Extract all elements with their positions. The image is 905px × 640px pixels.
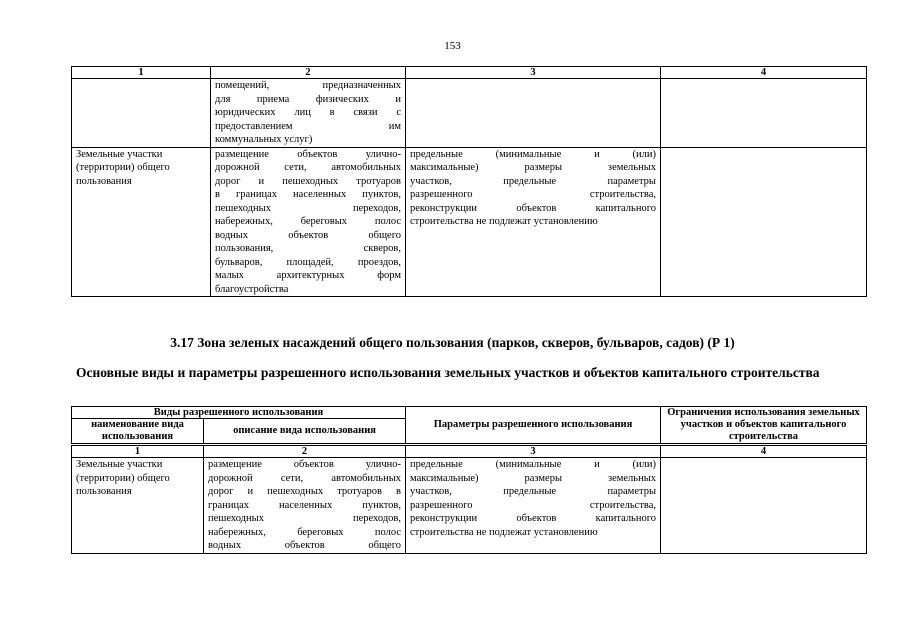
col-number: 4 <box>661 445 867 458</box>
text-line: предоставлением им <box>215 120 401 132</box>
col-number: 2 <box>204 445 406 458</box>
header-name: наименование вида использования <box>72 419 204 445</box>
text-line: размещение объектов улично- <box>208 459 402 470</box>
cell-params <box>406 458 661 554</box>
text-line: пользования <box>76 175 132 187</box>
header-limits: Ограничения использования земельных участков и объектов капитального строительства <box>661 407 867 445</box>
text-line: Земельные участки <box>76 148 163 160</box>
text-line: (территории) общего <box>76 472 170 484</box>
column-numbers-row <box>72 445 867 458</box>
cell-limits <box>661 458 867 554</box>
text-line: пользования <box>76 486 132 497</box>
cell-description <box>204 458 406 554</box>
text-line: реконструкции объектов капитального <box>410 202 656 214</box>
col-number: 3 <box>406 67 661 79</box>
table-row <box>72 458 867 554</box>
table-row <box>72 147 867 297</box>
table-row <box>72 79 867 148</box>
text-line: пешеходных переходов, <box>208 513 402 524</box>
text-line: набережных, береговых полос <box>208 526 402 538</box>
page-number: 153 <box>444 40 461 52</box>
text-line: дорог и пешеходных тротуаров в <box>208 486 402 497</box>
cell-name <box>72 79 211 148</box>
text-line: участков, предельные параметры <box>410 486 657 497</box>
text-line: малых архитектурных форм <box>215 270 401 281</box>
col-number: 1 <box>72 67 211 79</box>
col-number: 3 <box>406 445 661 458</box>
text-line: предельные (минимальные и (или) <box>410 148 656 160</box>
text-line: участков, предельные параметры <box>410 175 656 187</box>
col-number: 2 <box>211 67 406 79</box>
text-line: дорожной сети, автомобильных <box>215 162 401 173</box>
text-line: в границах населенных пунктов, <box>215 189 401 200</box>
cell-params <box>406 147 661 297</box>
cell-name <box>72 147 211 297</box>
cell-description <box>211 147 406 297</box>
text-line: Земельные участки <box>76 459 163 470</box>
header-description: описание вида использования <box>204 419 406 445</box>
text-line: пешеходных переходов, <box>215 202 401 214</box>
col-number: 4 <box>661 67 867 79</box>
text-line: разрешенного строительства, <box>410 499 657 511</box>
text-line: дорог и пешеходных тротуаров <box>215 175 401 187</box>
text-line: предельные (минимальные и (или) <box>410 459 657 470</box>
text-line: границах населенных пунктов, <box>208 499 402 511</box>
text-line: максимальные) размеры земельных <box>410 162 656 173</box>
cell-params <box>406 79 661 148</box>
header-params: Параметры разрешенного использования <box>406 407 661 445</box>
text-line: реконструкции объектов капитального <box>410 513 657 524</box>
section-subheading: Основные виды и параметры разрешенного использования земельных участков и объектов капитального строительства <box>76 365 820 380</box>
text-line: пользования, скверов, <box>215 243 401 254</box>
text-line: помещений, предназначенных <box>215 80 401 91</box>
cell-name <box>72 458 204 554</box>
text-line: для приема физических и <box>215 93 401 105</box>
table-continued <box>71 66 867 297</box>
text-line: водных объектов общего <box>215 229 401 241</box>
column-numbers-row <box>72 67 867 79</box>
text-line: водных объектов общего <box>208 540 402 551</box>
text-line: юридических лиц в связи с <box>215 107 401 118</box>
text-line: строительства не подлежат установлению <box>410 526 598 538</box>
table-header-row <box>72 407 867 419</box>
section-heading: 3.17 Зона зеленых насаждений общего пользования (парков, скверов, бульваров, садов) (Р 1) <box>170 335 735 350</box>
text-line: благоустройства <box>215 283 289 295</box>
cell-description <box>211 79 406 148</box>
text-line: коммунальных услуг) <box>215 134 313 145</box>
text-line: (территории) общего <box>76 162 170 173</box>
text-line: максимальные) размеры земельных <box>410 472 657 484</box>
text-line: бульваров, площадей, проездов, <box>215 256 401 268</box>
header-group: Виды разрешенного использования <box>72 407 406 419</box>
text-line: размещение объектов улично- <box>215 148 401 160</box>
cell-limits <box>661 147 867 297</box>
cell-limits <box>661 79 867 148</box>
text-line: набережных, береговых полос <box>215 216 401 227</box>
text-line: дорожной сети, автомобильных <box>208 472 402 484</box>
text-line: разрешенного строительства, <box>410 189 656 200</box>
table-zone-r1 <box>71 406 867 554</box>
text-line: строительства не подлежат установлению <box>410 216 598 227</box>
col-number: 1 <box>72 445 204 458</box>
